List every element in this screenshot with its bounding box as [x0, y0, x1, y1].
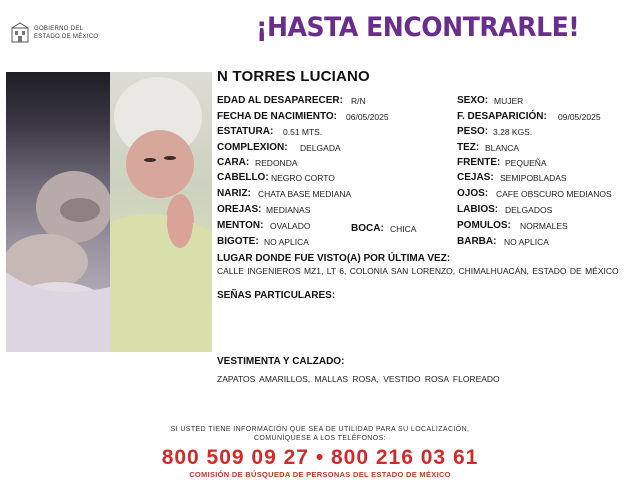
clothing-value: ZAPATOS AMARILLOS, MALLAS ROSA, VESTIDO ROSA FLOREADO	[217, 374, 500, 384]
value-fecha-nacimiento: 06/05/2025	[346, 112, 389, 122]
label-fecha-nacimiento: FECHA DE NACIMIENTO:	[217, 111, 337, 122]
photo-newborn-lying	[6, 72, 110, 352]
logo-text-line1: GOBIERNO DEL	[34, 26, 84, 32]
value-cejas: SEMIPOBLADAS	[500, 173, 567, 183]
label-tez: TEZ:	[457, 142, 480, 153]
value-menton: OVALADO	[270, 221, 311, 231]
state-seal-icon	[10, 22, 30, 44]
label-estatura: ESTATURA:	[217, 126, 274, 137]
value-cabello: NEGRO CORTO	[271, 173, 335, 183]
value-complexion: DELGADA	[300, 143, 341, 153]
value-ojos: CAFE OBSCURO MEDIANOS	[496, 189, 612, 199]
label-nariz: NARIZ:	[217, 188, 251, 199]
label-cara: CARA:	[217, 157, 250, 168]
value-estatura: 0.51 MTS.	[283, 127, 323, 137]
label-orejas: OREJAS:	[217, 204, 262, 215]
value-cara: REDONDA	[255, 158, 298, 168]
person-name: N TORRES LUCIANO	[217, 68, 370, 85]
footer-note-line1: SI USTED TIENE INFORMACIÓN QUE SEA DE UTILIDAD PARA SU LOCALIZACIÓN,	[170, 426, 470, 433]
label-frente: FRENTE:	[457, 157, 501, 168]
value-nariz: CHATA BASE MEDIANA	[258, 189, 352, 199]
value-frente: PEQUEÑA	[505, 158, 547, 168]
label-labios: LABIOS:	[457, 204, 499, 215]
value-fecha-desaparicion: 09/05/2025	[558, 112, 601, 122]
last-seen-address: CALLE INGENIEROS MZ1, LT 6, COLONIA SAN LORENZO, CHIMALHUACÁN, ESTADO DE MÉXICO	[217, 266, 619, 276]
label-bigote: BIGOTE:	[217, 236, 259, 247]
value-barba: NO APLICA	[504, 237, 549, 247]
label-edad: EDAD AL DESAPARECER:	[217, 95, 343, 106]
government-logo	[10, 22, 120, 46]
label-ojos: OJOS:	[457, 188, 489, 199]
label-pomulos: POMULOS:	[457, 220, 511, 231]
value-boca: CHICA	[390, 224, 417, 234]
value-sexo: MUJER	[494, 96, 524, 106]
label-fecha-desaparicion: F. DESAPARICIÓN:	[457, 111, 547, 122]
label-sexo: SEXO:	[457, 95, 489, 106]
value-orejas: MEDIANAS	[266, 205, 311, 215]
phone-numbers: 800 509 09 27 • 800 216 03 61	[161, 446, 479, 469]
label-clothing: VESTIMENTA Y CALZADO:	[217, 356, 345, 367]
label-barba: BARBA:	[457, 236, 497, 247]
photo-newborn-with-hat	[110, 72, 212, 352]
label-last-seen: LUGAR DONDE FUE VISTO(A) POR ÚLTIMA VEZ:	[217, 253, 451, 264]
label-distinguishing-marks: SEÑAS PARTICULARES:	[217, 290, 336, 301]
value-pomulos: NORMALES	[520, 221, 568, 231]
value-peso: 3.28 KGS.	[493, 127, 533, 137]
label-complexion: COMPLEXION:	[217, 142, 288, 153]
label-boca: BOCA:	[351, 223, 384, 234]
value-tez: BLANCA	[485, 143, 520, 153]
label-peso: PESO:	[457, 126, 489, 137]
commission-name: COMISIÓN DE BÚSQUEDA DE PERSONAS DEL ESTADO DE MÉXICO	[189, 470, 451, 479]
value-bigote: NO APLICA	[264, 237, 309, 247]
value-labios: DELGADOS	[505, 205, 553, 215]
value-edad: R/N	[351, 96, 366, 106]
logo-text-line2: ESTADO DE MÉXICO	[34, 34, 99, 40]
label-cejas: CEJAS:	[457, 172, 494, 183]
label-cabello: CABELLO:	[217, 172, 269, 183]
footer-note-line2: COMUNÍQUESE A LOS TELÉFONOS:	[253, 435, 387, 442]
headline: ¡HASTA ENCONTRARLE!	[256, 12, 580, 43]
label-menton: MENTON:	[217, 220, 264, 231]
